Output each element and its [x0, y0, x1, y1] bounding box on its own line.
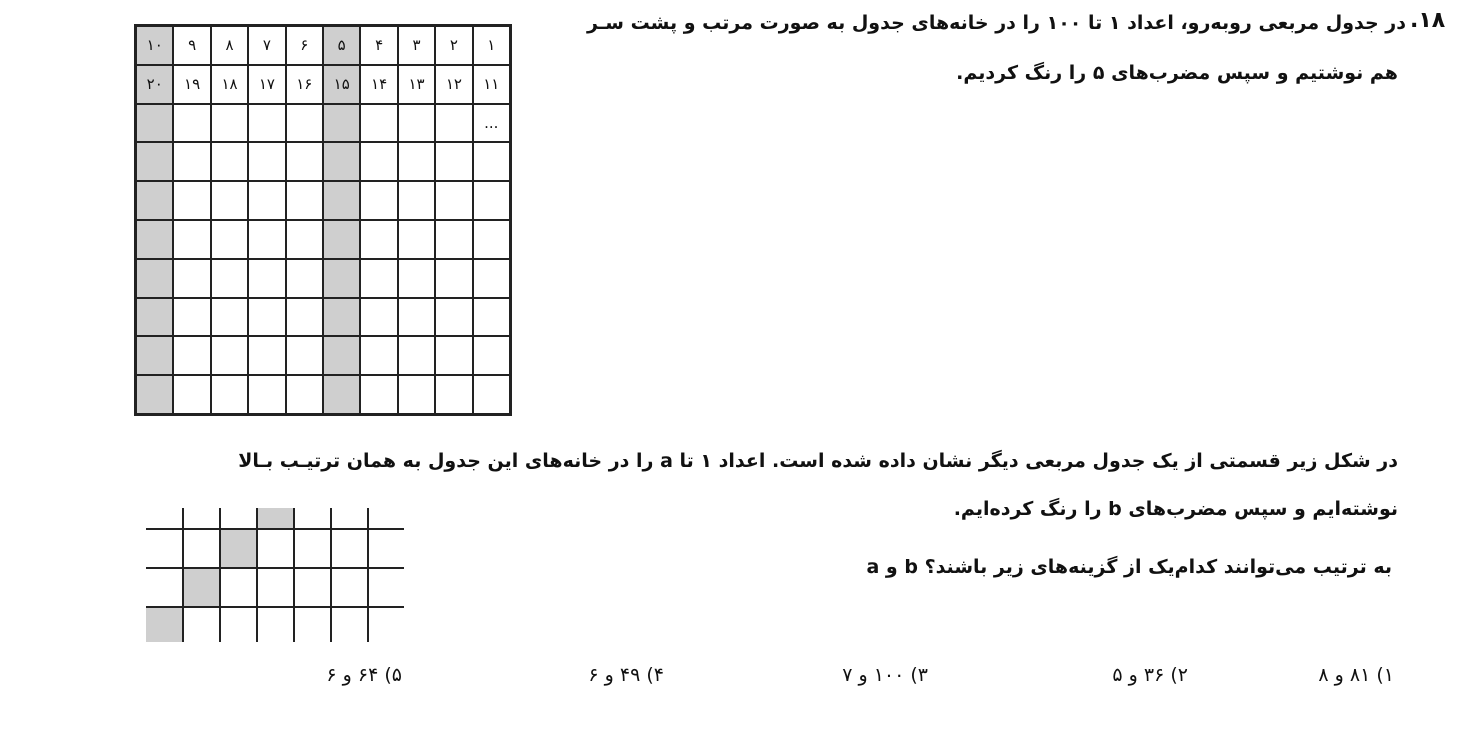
grid-line: [146, 606, 404, 608]
table-cell: [435, 181, 472, 220]
table-cell: [473, 298, 510, 337]
option-4[interactable]: ۴) ۴۹ و ۶: [588, 664, 664, 686]
table-cell: ...: [473, 104, 510, 143]
table-cell: ۹: [173, 26, 210, 65]
table-cell: [473, 181, 510, 220]
table-cell: [323, 181, 360, 220]
table-cell: ۱۸: [211, 65, 248, 104]
table-cell: ۷: [248, 26, 285, 65]
table-cell: ۲۰: [136, 65, 173, 104]
table-cell: [398, 220, 435, 259]
table-cell: [323, 298, 360, 337]
table-cell: [323, 104, 360, 143]
table-cell: [173, 336, 210, 375]
table-cell: [473, 375, 510, 414]
table-cell: ۱: [473, 26, 510, 65]
table-cell: [173, 142, 210, 181]
table-cell: [286, 220, 323, 259]
table-cell: ۳: [398, 26, 435, 65]
table-cell: [286, 104, 323, 143]
table-cell: [173, 375, 210, 414]
table-cell: [360, 336, 397, 375]
shaded-cell: [256, 508, 293, 528]
table-cell: [136, 298, 173, 337]
table-cell: [398, 104, 435, 143]
table-cell: [398, 375, 435, 414]
table-cell: [173, 181, 210, 220]
table-cell: [473, 142, 510, 181]
table-cell: [435, 336, 472, 375]
table-cell: [323, 259, 360, 298]
table-cell: [248, 259, 285, 298]
grid-line: [293, 508, 295, 642]
table-cell: [211, 181, 248, 220]
question-text-line-1: در جدول مربعی روبه‌رو، اعداد ۱ تا ۱۰۰ را در خانه‌های جدول به صورت مرتب و پشت سـر: [586, 12, 1406, 34]
table-cell: [360, 142, 397, 181]
table-cell: [360, 375, 397, 414]
question-number: ۱۸.: [1410, 8, 1446, 33]
grid-line: [182, 508, 184, 642]
table-cell: ۸: [211, 26, 248, 65]
table-cell: ۱۴: [360, 65, 397, 104]
table-cell: [398, 142, 435, 181]
partial-table-figure: [146, 508, 404, 642]
table-cell: ۱۲: [435, 65, 472, 104]
option-2[interactable]: ۲) ۳۶ و ۵: [1112, 664, 1188, 686]
grid-line: [219, 508, 221, 642]
table-cell: ۱۵: [323, 65, 360, 104]
table-cell: [398, 181, 435, 220]
table-cell: [211, 142, 248, 181]
table-cell: [248, 104, 285, 143]
table-cell: [173, 104, 210, 143]
table-cell: [435, 259, 472, 298]
table-cell: [173, 220, 210, 259]
part2-text-line-2: نوشته‌ایم و سپس مضرب‌های b را رنگ کرده‌ایم.: [953, 498, 1398, 520]
grid-line: [256, 508, 258, 642]
table-cell: ۱۰: [136, 26, 173, 65]
table-cell: [211, 375, 248, 414]
table-cell: ۱۶: [286, 65, 323, 104]
shaded-cell: [182, 568, 219, 606]
part2-question-line: a و b به ترتیب می‌توانند کدام‌یک از گزینه‌های زیر باشند؟: [866, 556, 1392, 578]
shaded-cell: [146, 607, 182, 642]
table-cell: [360, 104, 397, 143]
grid-line: [146, 528, 404, 530]
table-cell: [136, 104, 173, 143]
option-5[interactable]: ۵) ۶۴ و ۶: [326, 664, 402, 686]
table-cell: [398, 336, 435, 375]
shaded-cell: [219, 529, 256, 567]
table-cell: [136, 220, 173, 259]
table-cell: [286, 375, 323, 414]
table-cell: ۶: [286, 26, 323, 65]
option-3[interactable]: ۳) ۱۰۰ و ۷: [842, 664, 928, 686]
table-cell: [136, 336, 173, 375]
table-cell: [323, 220, 360, 259]
table-cell: [248, 220, 285, 259]
table-cell: [173, 259, 210, 298]
table-cell: [398, 298, 435, 337]
table-cell: [211, 220, 248, 259]
table-cell: [323, 142, 360, 181]
option-1[interactable]: ۱) ۸۱ و ۸: [1318, 664, 1394, 686]
number-table-10x10: [134, 24, 512, 416]
question-text-line-2: هم نوشتیم و سپس مضرب‌های ۵ را رنگ کردیم.: [956, 62, 1398, 84]
table-cell: [398, 259, 435, 298]
table-cell: [248, 142, 285, 181]
table-cell: [323, 336, 360, 375]
table-cell: [435, 298, 472, 337]
table-cell: [248, 298, 285, 337]
answer-options: [0, 664, 1464, 694]
table-cell: [435, 142, 472, 181]
table-cell: [435, 104, 472, 143]
table-cell: [360, 298, 397, 337]
table-cell: [286, 336, 323, 375]
table-cell: ۱۹: [173, 65, 210, 104]
table-cell: [136, 142, 173, 181]
table-cell: [286, 259, 323, 298]
table-cell: [286, 181, 323, 220]
grid-line: [146, 567, 404, 569]
table-cell: [286, 142, 323, 181]
table-cell: ۱۷: [248, 65, 285, 104]
table-cell: [360, 259, 397, 298]
grid-line: [367, 508, 369, 642]
table-cell: [473, 336, 510, 375]
table-cell: [248, 181, 285, 220]
table-cell: ۴: [360, 26, 397, 65]
table-cell: ۲: [435, 26, 472, 65]
part2-text-line-1: در شکل زیر قسمتی از یک جدول مربعی دیگر نشان داده شده است. اعداد ۱ تا a را در خانه‌های این جدول به همان ترتیـب بـالا: [238, 450, 1398, 472]
table-cell: [211, 298, 248, 337]
table-cell: [211, 104, 248, 143]
table-cell: [473, 259, 510, 298]
table-cell: [360, 220, 397, 259]
table-cell: [286, 298, 323, 337]
table-cell: [435, 375, 472, 414]
table-cell: ۱۱: [473, 65, 510, 104]
grid-line: [330, 508, 332, 642]
table-cell: [211, 336, 248, 375]
table-cell: [173, 298, 210, 337]
table-cell: [211, 259, 248, 298]
table-cell: [435, 220, 472, 259]
table-cell: [360, 181, 397, 220]
table-cell: ۵: [323, 26, 360, 65]
table-cell: ۱۳: [398, 65, 435, 104]
table-cell: [323, 375, 360, 414]
table-cell: [136, 181, 173, 220]
table-cell: [248, 375, 285, 414]
table-cell: [248, 336, 285, 375]
table-cell: [136, 375, 173, 414]
table-cell: [136, 259, 173, 298]
table-cell: [473, 220, 510, 259]
